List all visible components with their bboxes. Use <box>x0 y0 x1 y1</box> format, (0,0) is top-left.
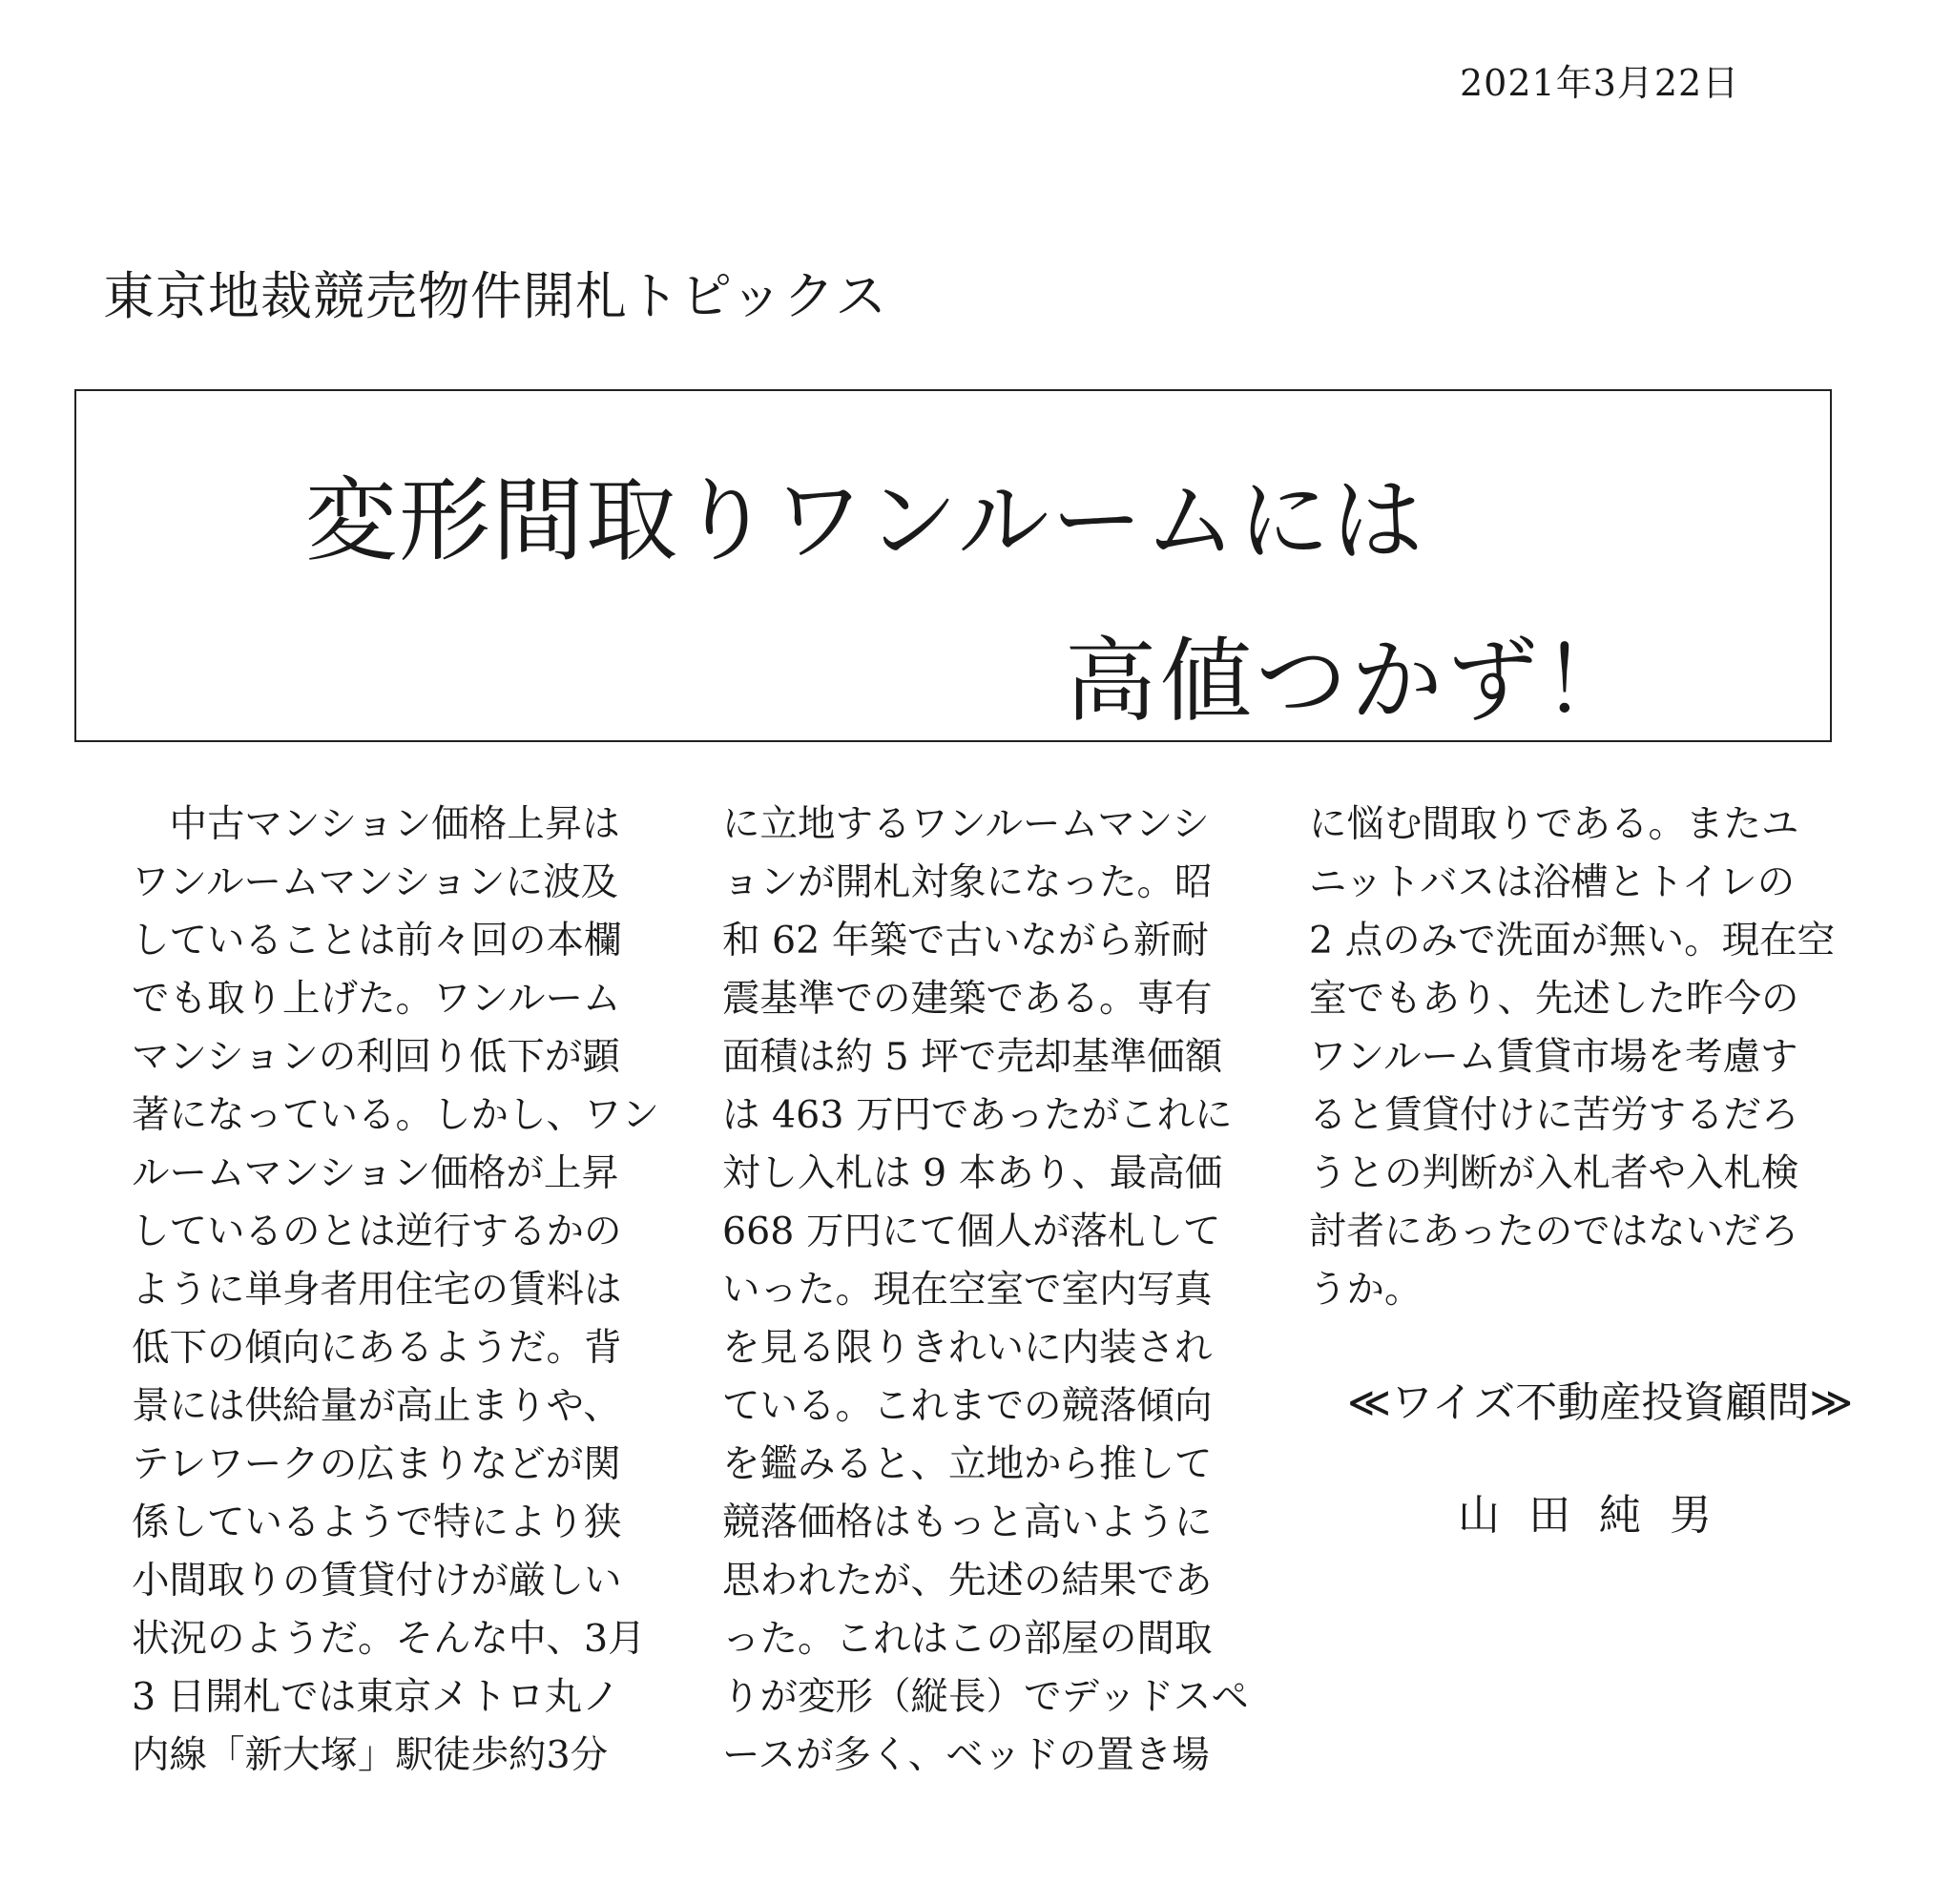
article-text-line: に悩む間取りである。またユ <box>1309 802 1799 846</box>
article-text-line: ースが多く、ベッドの置き場 <box>722 1733 1210 1777</box>
article-text-line: ワンルーム賃貸市場を考慮す <box>1309 1035 1798 1079</box>
article-text-line: 対し入札は 9 本あり、最高価 <box>722 1151 1223 1195</box>
headline-box <box>74 389 1832 742</box>
article-text-line: 3 日開札では東京メトロ丸ノ <box>132 1675 620 1719</box>
article-text-line: していることは前々回の本欄 <box>132 919 622 962</box>
article-text-line: 競落価格はもっと高いように <box>722 1500 1213 1544</box>
article-text-line: 著になっている。しかし、ワン <box>132 1093 659 1137</box>
article-text-line: 668 万円にて個人が落札して <box>722 1210 1221 1253</box>
headline-line-1: 変形間取りワンルームには <box>305 467 1425 574</box>
article-text-line: 小間取りの賃貸付けが厳しい <box>132 1559 622 1603</box>
article-text-line: しているのとは逆行するかの <box>132 1210 622 1253</box>
author-name: 山田純男 <box>1458 1491 1740 1540</box>
article-text-line: 討者にあったのではないだろ <box>1309 1210 1799 1253</box>
article-text-line: 室でもあり、先述した昨今の <box>1309 977 1799 1021</box>
article-text-line: 震基準での建築である。専有 <box>722 977 1213 1021</box>
article-text-line: 面積は約 5 坪で売却基準価額 <box>722 1035 1223 1079</box>
article-text-line: 低下の傾向にあるようだ。背 <box>132 1326 622 1370</box>
article-text-line: うとの判断が入札者や入札検 <box>1309 1151 1799 1195</box>
article-text-line: でも取り上げた。ワンルーム <box>132 977 621 1021</box>
article-text-line: 和 62 年築で古いながら新耐 <box>722 919 1209 962</box>
article-column-1 <box>132 796 659 1785</box>
article-text-line: ると賃貸付けに苦労するだろ <box>1309 1093 1799 1137</box>
article-text-line: いった。現在空室で室内写真 <box>722 1268 1213 1312</box>
article-text-line: を見る限りきれいに内装され <box>722 1326 1213 1370</box>
article-text-line: を鑑みると、立地から推して <box>722 1442 1213 1486</box>
article-text-line: った。これはこの部屋の間取 <box>722 1617 1213 1661</box>
article-text-line: 2 点のみで洗面が無い。現在空 <box>1309 919 1836 962</box>
article-text-line: は 463 万円であったがこれに <box>722 1093 1233 1137</box>
article-date: 2021年3月22日 <box>1460 62 1740 104</box>
article-text-line: りが変形（縦長）でデッドスペ <box>722 1675 1249 1719</box>
author-affiliation: ≪ワイズ不動産投資顧問≫ <box>1347 1378 1854 1427</box>
article-text-line: 内線「新大塚」駅徒歩約3分 <box>132 1733 609 1777</box>
article-text-line: ワンルームマンションに波及 <box>132 860 618 904</box>
article-text-line: 係しているようで特により狭 <box>132 1500 622 1544</box>
article-text-line: に立地するワンルームマンシ <box>722 802 1210 846</box>
article-text-line: ている。これまでの競落傾向 <box>722 1384 1213 1428</box>
article-text-line: テレワークの広まりなどが関 <box>132 1442 621 1486</box>
article-column-3 <box>1309 796 1835 1319</box>
article-text-line: ニットバスは浴槽とトイレの <box>1309 860 1796 904</box>
article-text-line: ョンが開札対象になった。昭 <box>722 860 1213 904</box>
article-text-line: 景には供給量が高止まりや、 <box>132 1384 621 1428</box>
article-text-line: 状況のようだ。そんな中、3月 <box>132 1617 646 1661</box>
article-text-line: うか。 <box>1309 1268 1423 1312</box>
article-column-2 <box>722 796 1249 1785</box>
article-text-line: 思われたが、先述の結果であ <box>722 1559 1213 1603</box>
article-text-line: ルームマンション価格が上昇 <box>132 1151 619 1195</box>
article-text-line: 中古マンション価格上昇は <box>132 802 620 846</box>
series-title: 東京地裁競売物件開札トピックス <box>103 266 888 326</box>
article-text-line: ように単身者用住宅の賃料は <box>132 1268 622 1312</box>
article-text-line: マンションの利回り低下が顕 <box>132 1035 620 1079</box>
headline-line-2: 高値つかず！ <box>1065 628 1637 735</box>
